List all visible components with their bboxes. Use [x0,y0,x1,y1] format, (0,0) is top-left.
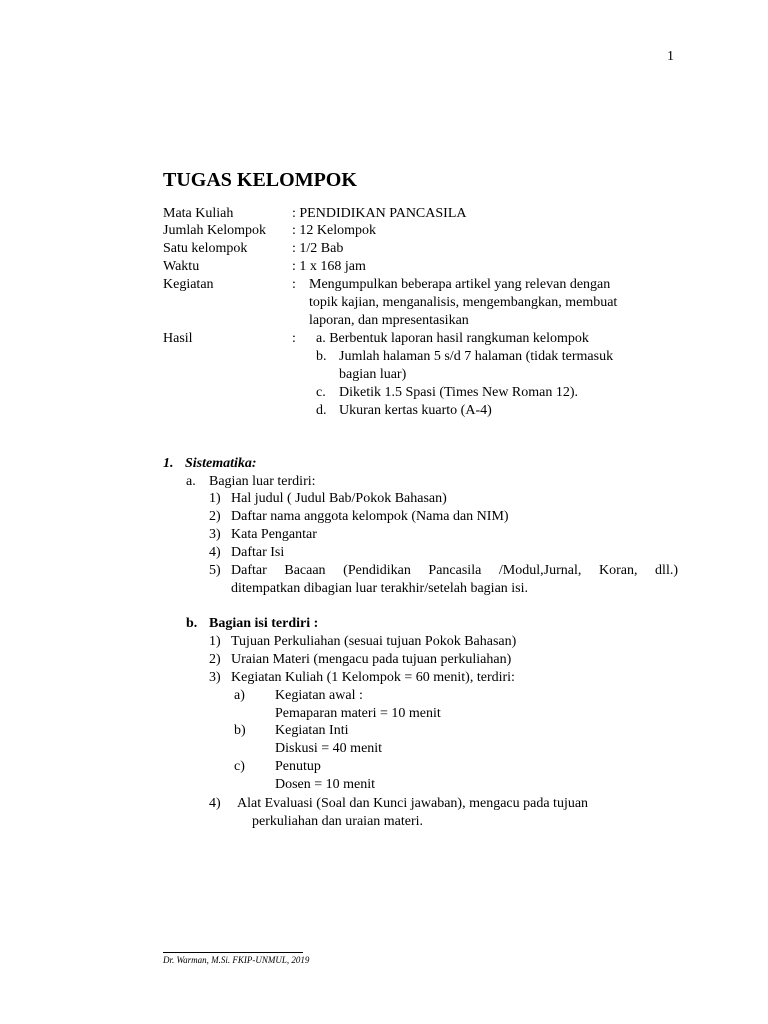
kegiatan-label: Kegiatan [163,277,214,292]
sub-item-detail: Pemaparan materi = 10 menit [275,706,441,721]
list-item-marker: 3) [209,670,221,685]
mata-kuliah-label: Mata Kuliah [163,206,234,221]
sistematika-number: 1. [163,456,174,471]
page-title: TUGAS KELOMPOK [163,169,357,191]
list-item: Daftar Isi [231,545,285,560]
list-item: Tujuan Perkuliahan (sesuai tujuan Pokok Bahasan) [231,634,517,649]
list-item-marker: 3) [209,527,221,542]
sub-item-marker: a) [234,688,245,703]
list-item-marker: 2) [209,652,221,667]
waktu-value: : 1 x 168 jam [292,259,366,274]
list-item-continuation: ditempatkan dibagian luar terakhir/setelah bagian isi. [231,581,529,596]
list-item-marker: 1) [209,634,221,649]
hasil-c: Diketik 1.5 Spasi (Times New Roman 12). [339,385,579,400]
footer-rule [163,952,303,953]
list-item-marker: 5) [209,563,221,578]
sub-item-detail: Diskusi = 40 menit [275,741,383,756]
bagian-isi-label: Bagian isi terdiri : [209,616,319,631]
hasil-b-line-1: Jumlah halaman 5 s/d 7 halaman (tidak termasuk [339,349,614,364]
jumlah-kelompok-value: : 12 Kelompok [292,223,376,238]
kegiatan-line-2: topik kajian, menganalisis, mengembangkan, membuat [309,295,618,310]
footer-text: Dr. Warman, M.Si. FKIP-UNMUL, 2019 [163,955,310,965]
hasil-d: Ukuran kertas kuarto (A-4) [339,403,492,418]
hasil-item-a: a. Berbentuk laporan hasil rangkuman kelompok [316,331,589,346]
satu-kelompok-label: Satu kelompok [163,241,248,256]
sistematika-heading: Sistematika: [185,456,257,471]
list-item: Daftar Bacaan (Pendidikan Pancasila /Modul,Jurnal, Koran, dll.) [231,563,678,578]
jumlah-kelompok-label: Jumlah Kelompok [163,223,267,238]
list-item: Alat Evaluasi (Soal dan Kunci jawaban), mengacu pada tujuan [237,796,589,811]
hasil-colon: : [292,331,296,346]
waktu-label: Waktu [163,259,200,274]
hasil-b-line-2: bagian luar) [339,367,407,382]
list-item-marker: 4) [209,796,221,811]
list-item-marker: 2) [209,509,221,524]
sub-item-title: Penutup [275,759,321,774]
bagian-luar-label: Bagian luar terdiri: [209,474,316,489]
sub-item-marker: b) [234,723,246,738]
page-number: 1 [667,49,674,64]
list-item: Uraian Materi (mengacu pada tujuan perkuliahan) [231,652,512,667]
kegiatan-line-3: laporan, dan mpresentasikan [309,313,469,328]
hasil-d-marker: d. [316,403,327,418]
bagian-isi-marker: b. [186,616,198,631]
list-item-marker: 4) [209,545,221,560]
list-item: Kegiatan Kuliah (1 Kelompok = 60 menit), terdiri: [231,670,515,685]
list-item: Kata Pengantar [231,527,317,542]
hasil-label: Hasil [163,331,193,346]
kegiatan-line-1: Mengumpulkan beberapa artikel yang relevan dengan [309,277,611,292]
bagian-luar-marker: a. [186,474,196,489]
hasil-b-marker: b. [316,349,327,364]
sub-item-marker: c) [234,759,245,774]
sub-item-detail: Dosen = 10 menit [275,777,376,792]
mata-kuliah-value: : PENDIDIKAN PANCASILA [292,206,467,221]
list-item-marker: 1) [209,491,221,506]
list-item: Daftar nama anggota kelompok (Nama dan NIM) [231,509,509,524]
list-item: Hal judul ( Judul Bab/Pokok Bahasan) [231,491,447,506]
list-item-continuation: perkuliahan dan uraian materi. [252,814,424,829]
kegiatan-colon: : [292,277,296,292]
sub-item-title: Kegiatan awal : [275,688,363,703]
hasil-c-marker: c. [316,385,326,400]
sub-item-title: Kegiatan Inti [275,723,349,738]
satu-kelompok-value: : 1/2 Bab [292,241,344,256]
